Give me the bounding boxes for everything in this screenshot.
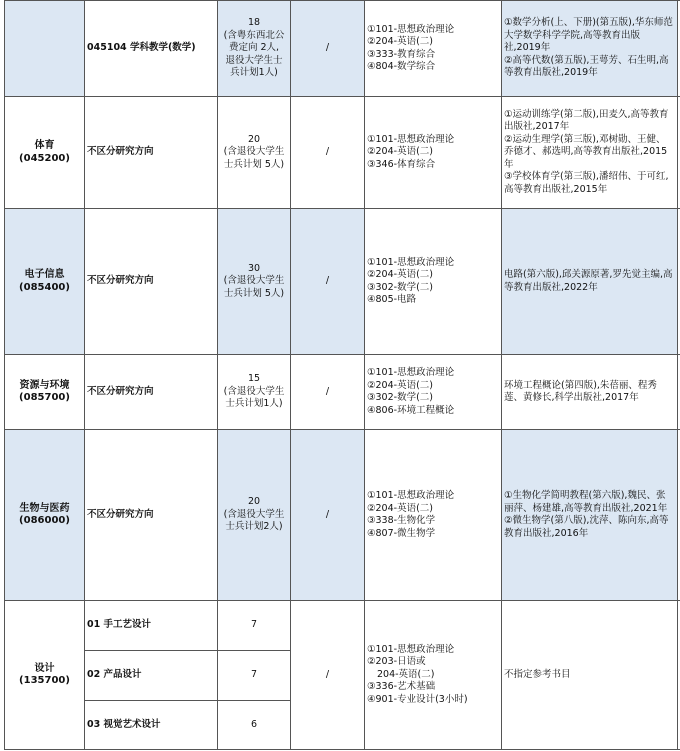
- enrollment-line: (含退役大学生: [223, 385, 285, 397]
- enrollment-cell: [218, 430, 291, 601]
- exam-subject: ②204-英语(二): [367, 379, 433, 391]
- reference-book: ①数学分析(上、下册)(第五版),华东师范大学数学科学学院,高等教育出版社,2019年: [504, 17, 673, 54]
- direction-cell: 02 产品设计: [85, 651, 218, 701]
- enrollment-line: (含退役大学生: [223, 146, 285, 158]
- exam-subjects-cell: [365, 209, 502, 355]
- separator-cell: /: [291, 97, 365, 209]
- direction-cell: 不区分研究方向: [85, 430, 218, 601]
- table-row: [5, 97, 680, 209]
- exam-subject: ②203-日语或: [367, 656, 426, 668]
- major-name: 生物与医药: [19, 502, 70, 514]
- exam-subject: ②204-英语(二): [367, 36, 433, 47]
- reference-book: ③学校体育学(第三版),潘绍伟、于可红,高等教育出版社,2015年: [504, 171, 669, 195]
- table-row: [5, 209, 680, 355]
- separator-cell: /: [291, 601, 365, 750]
- enrollment-line: 20: [247, 133, 261, 145]
- reference-book: ②微生物学(第八版),沈萍、陈向东,高等教育出版社,2016年: [504, 515, 669, 539]
- enrollment-line: 20: [247, 496, 261, 508]
- enrollment-cell: [218, 209, 291, 355]
- enrollment-cell: [218, 1, 291, 97]
- exam-subject: ③302-数学(二): [367, 392, 433, 403]
- exam-subject: ④804-数学综合: [367, 61, 436, 72]
- reference-books-cell: [502, 97, 678, 209]
- exam-subject: 204-英语(二): [377, 668, 435, 680]
- reference-book: 环境工程概论(第四版),朱蓓丽、程秀莲、黄修长,科学出版社,2017年: [504, 379, 657, 403]
- table-row: [5, 1, 680, 97]
- major-name: 资源与环境: [19, 379, 70, 391]
- direction-cell: 不区分研究方向: [85, 97, 218, 209]
- exam-subject: ④901-专业设计(3小时): [367, 693, 468, 705]
- separator-cell: /: [291, 1, 365, 97]
- exam-subject: ④807-微生物学: [367, 527, 436, 539]
- enrollment-line: 兵计划1人): [230, 67, 278, 79]
- separator-cell: /: [291, 355, 365, 430]
- enrollment-line: 士兵计划 5人): [223, 158, 285, 170]
- enrollment-line: 士兵计划1人): [225, 398, 283, 410]
- major-cell: [5, 355, 85, 430]
- enrollment-line: 退役大学生士: [225, 54, 283, 66]
- major-cell: [5, 430, 85, 601]
- exam-subject: ③338-生物化学: [367, 515, 436, 526]
- enrollment-cell: [218, 97, 291, 209]
- exam-subjects-cell: [365, 430, 502, 601]
- enrollment-line: 费定向 2人,: [228, 42, 280, 54]
- enrollment-cell: 7: [218, 601, 291, 651]
- exam-subject: ①101-思想政治理论: [367, 256, 455, 268]
- reference-books-cell: [502, 355, 678, 430]
- direction-cell: 045104 学科教学(数学): [85, 1, 218, 97]
- enrollment-line: (含退役大学生: [223, 275, 285, 287]
- exam-subject: ③336-艺术基础: [367, 681, 436, 693]
- exam-subject: ②204-英语(二): [367, 269, 433, 280]
- enrollment-line: 士兵计划2人): [225, 521, 283, 533]
- exam-subject: ②204-英语(二): [367, 146, 433, 158]
- exam-subject: ④806-环境工程概论: [367, 404, 455, 416]
- reference-book: ①运动训练学(第二版),田麦久,高等教育出版社,2017年: [504, 108, 669, 133]
- admissions-table: [4, 0, 680, 750]
- exam-subject: ①101-思想政治理论: [367, 23, 455, 35]
- direction-cell: 01 手工艺设计: [85, 601, 218, 651]
- exam-subjects-cell: [365, 601, 502, 750]
- separator-cell: /: [291, 209, 365, 355]
- direction-cell: 不区分研究方向: [85, 355, 218, 430]
- reference-book: ②高等代数(第五版),王萼芳、石生明,高等教育出版社,2019年: [504, 54, 669, 79]
- reference-books-cell: [502, 209, 678, 355]
- major-code: (085700): [19, 392, 70, 403]
- major-name: 体育: [34, 140, 55, 151]
- enrollment-line: 30: [247, 262, 261, 274]
- separator-cell: /: [291, 430, 365, 601]
- exam-subjects-cell: [365, 1, 502, 97]
- major-cell: [5, 1, 85, 97]
- enrollment-line: 15: [247, 373, 261, 385]
- reference-books-cell: [502, 1, 678, 97]
- major-code: (135700): [19, 675, 70, 686]
- enrollment-line: (含退役大学生: [223, 508, 285, 520]
- major-name: 电子信息: [24, 269, 65, 280]
- major-code: (086000): [19, 515, 70, 526]
- reference-books-cell: 不指定参考书目: [502, 601, 678, 750]
- reference-book: ①生物化学简明教程(第六版),魏民、张丽萍、杨建雄,高等教育出版社,2021年: [504, 490, 668, 514]
- exam-subjects-cell: [365, 97, 502, 209]
- enrollment-line: 士兵计划 5人): [223, 287, 285, 299]
- reference-books-cell: [502, 430, 678, 601]
- enrollment-cell: [218, 355, 291, 430]
- enrollment-line: (含粤东西北公: [223, 29, 285, 41]
- direction-cell: 03 视觉艺术设计: [85, 701, 218, 750]
- major-cell: [5, 97, 85, 209]
- enrollment-cell: 6: [218, 701, 291, 750]
- exam-subject: ②204-英语(二): [367, 502, 433, 514]
- enrollment-line: 18: [247, 17, 261, 29]
- table-row: [5, 355, 680, 430]
- major-cell: [5, 209, 85, 355]
- major-code: (045200): [19, 152, 70, 164]
- exam-subjects-cell: [365, 355, 502, 430]
- exam-subject: ④805-电路: [367, 294, 417, 305]
- exam-subject: ①101-思想政治理论: [367, 367, 455, 378]
- reference-book: ②运动生理学(第三版),邓树勋、王健、乔德才、郝选明,高等教育出版社,2015年: [504, 133, 668, 170]
- exam-subject: ①101-思想政治理论: [367, 643, 455, 655]
- table-row: [5, 430, 680, 601]
- major-name: 设计: [34, 662, 55, 674]
- exam-subject: ③346-体育综合: [367, 158, 436, 170]
- enrollment-cell: 7: [218, 651, 291, 701]
- reference-book: 电路(第六版),邱关源原著,罗先觉主编,高等教育出版社,2022年: [504, 269, 673, 293]
- exam-subject: ③333-教育综合: [367, 48, 436, 60]
- exam-subject: ③302-数学(二): [367, 281, 433, 293]
- major-cell: [5, 601, 85, 750]
- exam-subject: ①101-思想政治理论: [367, 133, 455, 145]
- exam-subject: ①101-思想政治理论: [367, 490, 455, 501]
- direction-cell: 不区分研究方向: [85, 209, 218, 355]
- major-code: (085400): [19, 281, 70, 293]
- table-row: [5, 601, 680, 651]
